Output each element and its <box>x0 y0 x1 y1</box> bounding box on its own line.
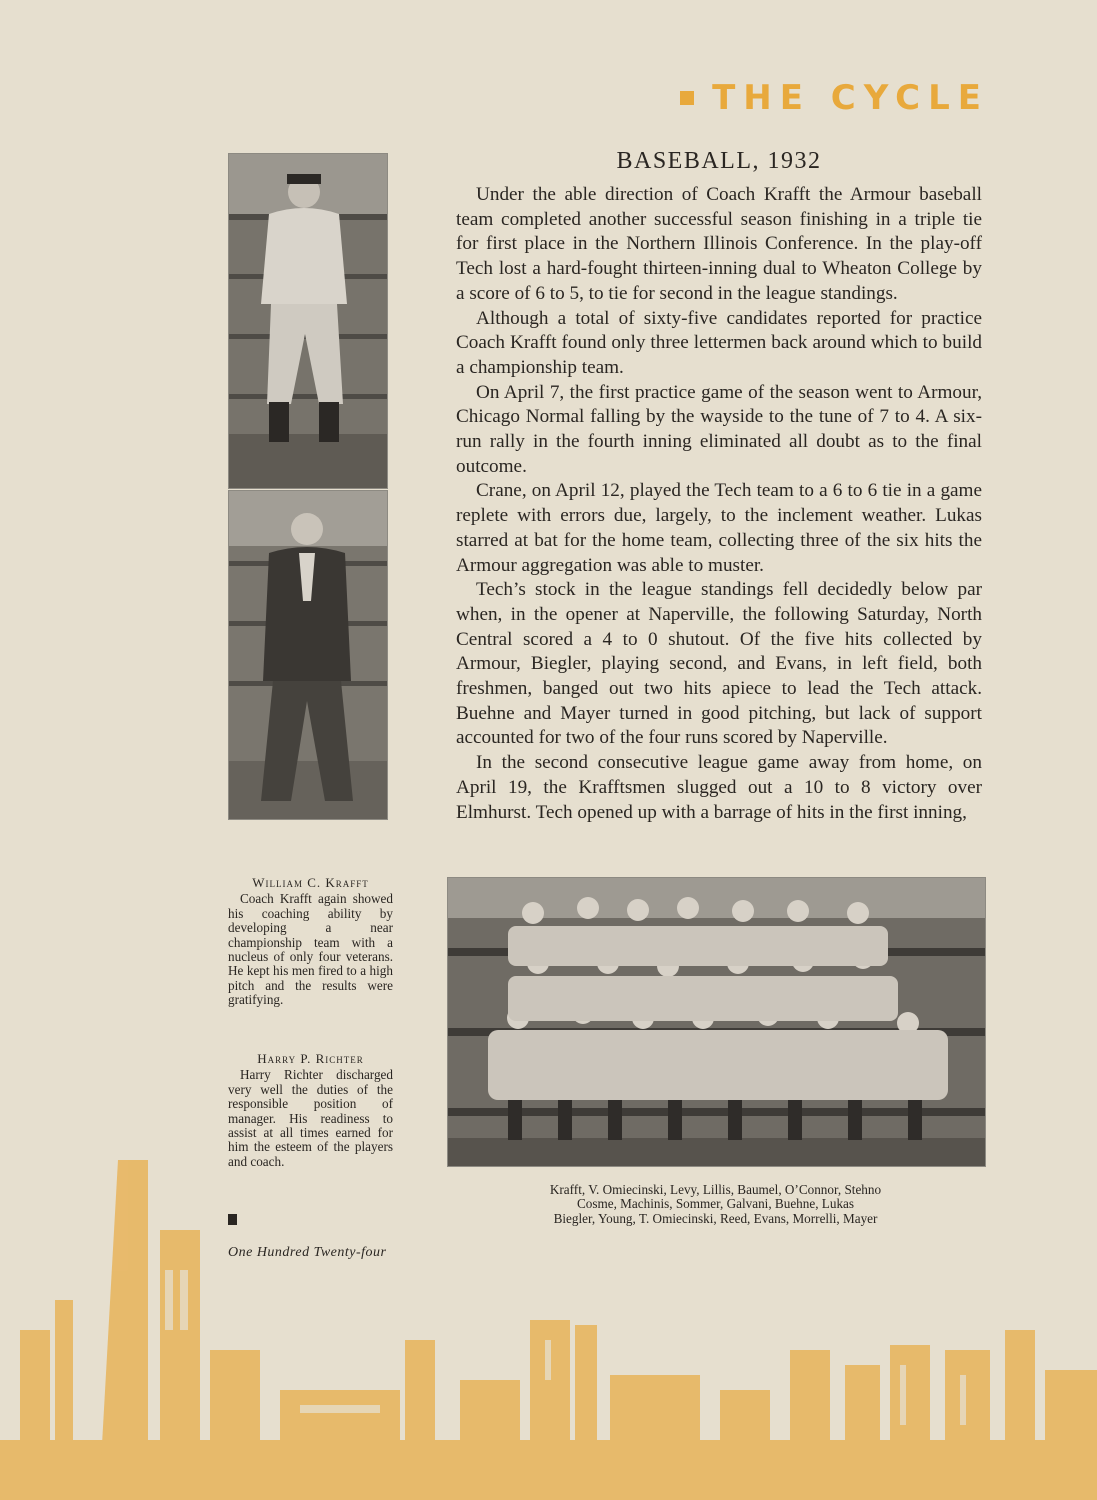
article-paragraph: Although a total of sixty-five candidates reported for practice Coach Krafft found only three lettermen back around which to build a championship team. <box>456 307 982 378</box>
page-folio: One Hundred Twenty-four <box>228 1245 387 1260</box>
team-caption-row: Cosme, Machinis, Sommer, Galvani, Buehne, Lukas <box>576 1196 855 1212</box>
caption-name: Harry P. Richter <box>257 1051 364 1066</box>
caption-name: William C. Krafft <box>252 875 369 890</box>
article-body <box>456 183 982 825</box>
article-paragraph: On April 7, the first practice game of the season went to Armour, Chicago Normal falling by the wayside to the tune of 7 to 4. A six-run rally in the fourth inning eliminated all doubt as to the final outcome. <box>456 381 982 477</box>
article-paragraph: Tech’s stock in the league standings fell decidedly below par when, in the opener at Naperville, the following Saturday, North Central scored a 4 to 0 shutout. Of the five hits collected by Armour, Biegler, playing second, and Evans, in left field, both freshmen, banged out two hits apiece to lead the Tech attack. Buehne and Mayer turned in good pitching, but lack of support accounted for two of the four runs scored by Naperville. <box>456 579 982 749</box>
article-paragraph: Under the able direction of Coach Krafft the Armour baseball team completed another successful season finishing in a triple tie for first place in the Northern Illinois Conference. In the play-off Tech lost a hard-fought thirteen-inning dual to Wheaton College by a score of 6 to 5, to tie for second in the league standings. <box>456 184 982 304</box>
team-caption-row: Biegler, Young, T. Omiecinski, Reed, Evans, Morrelli, Mayer <box>553 1210 878 1226</box>
photo-manager-richter <box>228 490 388 820</box>
running-header <box>680 78 989 118</box>
article-paragraph: In the second consecutive league game away from home, on April 19, the Krafftsmen slugged out a 10 to 8 victory over Elmhurst. Tech opened up with a barrage of hits in the first inning, <box>456 752 982 823</box>
caption-text: Harry Richter discharged very well the duties of the responsible position of manager. His readiness to assist at all times earned for him the esteem of the players and coach. <box>228 1067 393 1169</box>
photo-coach-krafft <box>228 153 388 489</box>
caption-text: Coach Krafft again showed his coaching ability by developing a near championship team with a nucleus of only four veterans. He kept his men fired to a high pitch and the results were gratifying. <box>228 891 393 1008</box>
caption-krafft <box>228 876 393 1008</box>
team-caption <box>447 1183 984 1226</box>
running-header-title: THE CYCLE <box>712 78 989 118</box>
caption-richter <box>228 1052 393 1169</box>
photo-team <box>447 877 986 1167</box>
square-bullet-icon <box>680 91 694 105</box>
end-mark-icon <box>228 1214 237 1225</box>
article-paragraph: Crane, on April 12, played the Tech team to a 6 to 6 tie in a game replete with errors due, largely, to the inclement weather. Lukas starred at bat for the home team, collecting three of the six hits the Armour aggregation was able to muster. <box>456 480 982 576</box>
article-title: BASEBALL, 1932 <box>616 148 822 174</box>
team-caption-row: Krafft, V. Omiecinski, Levy, Lillis, Baumel, O’Connor, Stehno <box>549 1182 882 1197</box>
